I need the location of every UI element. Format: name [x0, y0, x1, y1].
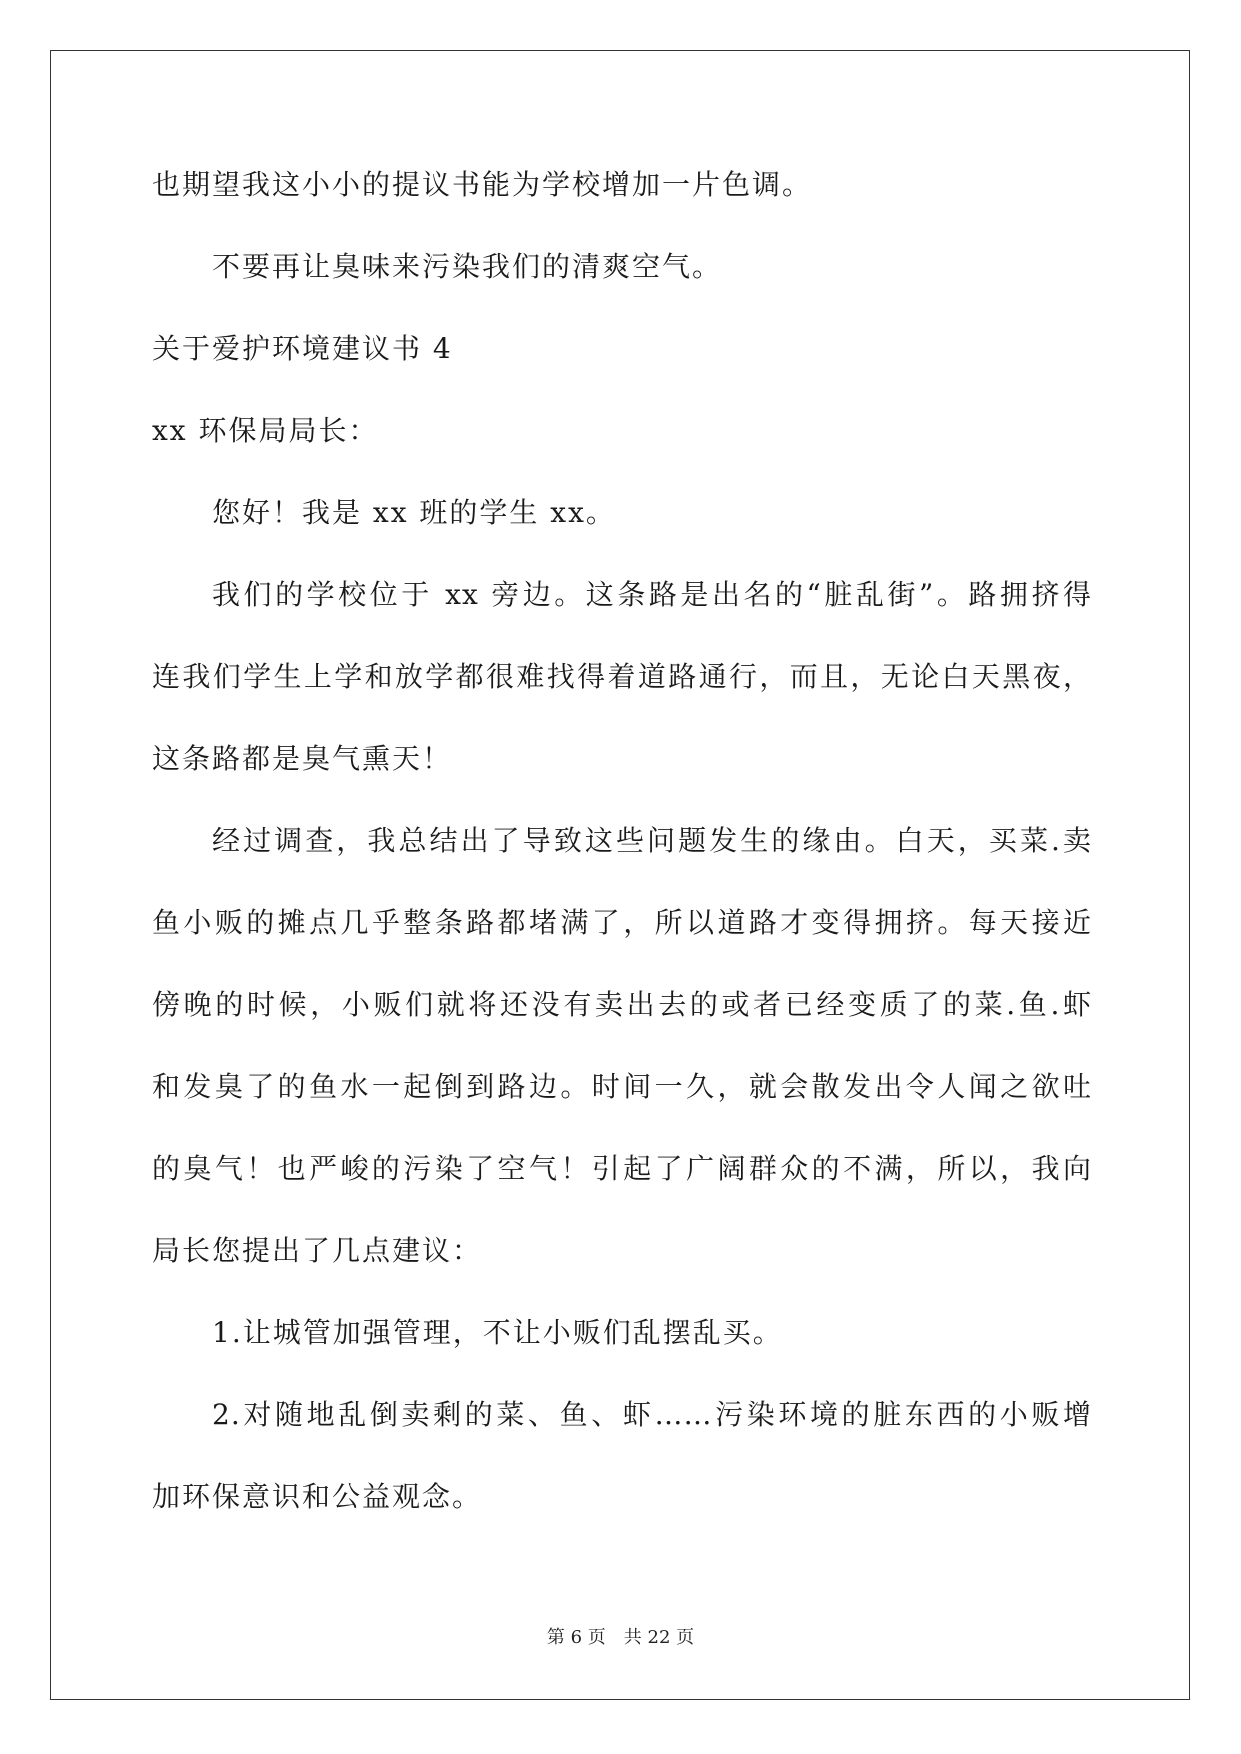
text-line: 这条路都是臭气熏天！	[152, 742, 453, 775]
section-heading: 关于爱护环境建议书 4	[152, 332, 453, 365]
salutation: xx 环保局局长：	[152, 414, 379, 447]
text-line: 鱼小贩的摊点几乎整条路都堵满了，所以道路才变得拥挤。每天接近	[152, 906, 1092, 939]
text-line: 经过调查，我总结出了导致这些问题发生的缘由。白天，买菜.卖	[212, 824, 1092, 857]
text-line: 的臭气！也严峻的污染了空气！引起了广阔群众的不满，所以，我向	[152, 1152, 1092, 1185]
list-item: 1.让城管加强管理，不让小贩们乱摆乱买。	[212, 1316, 783, 1349]
text-line: 连我们学生上学和放学都很难找得着道路通行，而且，无论白天黑夜，	[152, 660, 1092, 693]
text-line: 也期望我这小小的提议书能为学校增加一片色调。	[152, 168, 813, 201]
text-line: 不要再让臭味来污染我们的清爽空气。	[212, 250, 723, 283]
text-line: 我们的学校位于 xx 旁边。这条路是出名的“脏乱街”。路拥挤得	[212, 578, 1092, 611]
page-border	[50, 50, 1190, 1700]
text-line: 您好！我是 xx 班的学生 xx。	[212, 496, 616, 529]
list-item: 2.对随地乱倒卖剩的菜、鱼、虾……污染环境的脏东西的小贩增	[212, 1398, 1092, 1431]
text-line: 局长您提出了几点建议：	[152, 1234, 483, 1267]
text-line: 加环保意识和公益观念。	[152, 1480, 483, 1513]
text-line: 和发臭了的鱼水一起倒到路边。时间一久，就会散发出令人闻之欲吐	[152, 1070, 1092, 1103]
page-number: 第 6 页 共 22 页	[546, 1627, 695, 1648]
text-line: 傍晚的时候，小贩们就将还没有卖出去的或者已经变质了的菜.鱼.虾	[152, 988, 1092, 1021]
